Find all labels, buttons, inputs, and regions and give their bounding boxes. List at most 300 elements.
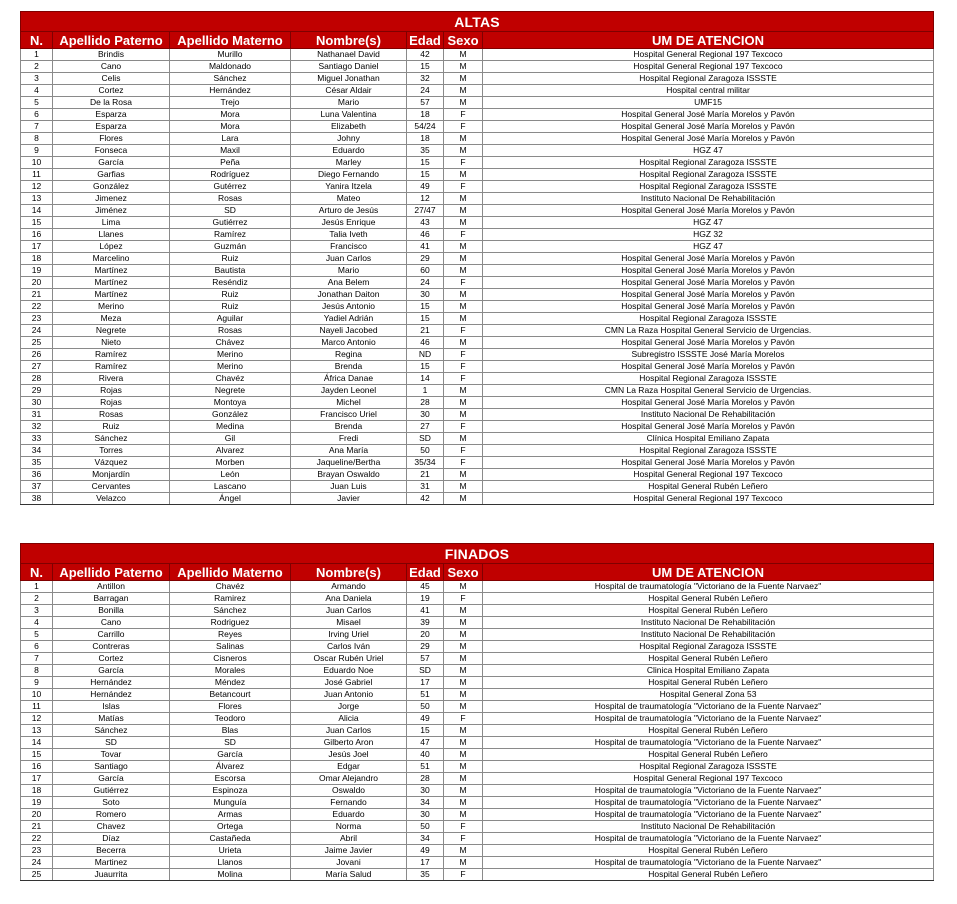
apellido-paterno-cell: Rosas xyxy=(53,409,170,421)
apellido-paterno-cell: SD xyxy=(53,737,170,749)
sexo-cell: M xyxy=(444,145,483,157)
apellido-materno-cell: Gutiérrez xyxy=(170,217,291,229)
table-row xyxy=(21,49,934,61)
table-row xyxy=(21,761,934,773)
nombres-cell: José Gabriel xyxy=(291,677,407,689)
apellido-paterno-cell: Carrillo xyxy=(53,629,170,641)
apellido-materno-cell: Gil xyxy=(170,433,291,445)
apellido-materno-cell: Urieta xyxy=(170,845,291,857)
apellido-paterno-cell: González xyxy=(53,181,170,193)
table-row xyxy=(21,157,934,169)
table-row xyxy=(21,797,934,809)
um-atencion-cell: Hospital Regional Zaragoza ISSSTE xyxy=(483,373,934,385)
nombres-cell: Jonathan Daiton xyxy=(291,289,407,301)
sexo-cell: F xyxy=(444,121,483,133)
um-atencion-cell: Hospital Regional Zaragoza ISSSTE xyxy=(483,169,934,181)
table-row xyxy=(21,61,934,73)
apellido-paterno-cell: Sánchez xyxy=(53,433,170,445)
apellido-paterno-cell: Contreras xyxy=(53,641,170,653)
edad-cell: 57 xyxy=(407,97,444,109)
apellido-materno-cell: Morales xyxy=(170,665,291,677)
row-number-cell: 10 xyxy=(21,689,53,701)
altas-body xyxy=(21,49,934,505)
apellido-paterno-cell: Brindis xyxy=(53,49,170,61)
edad-cell: 46 xyxy=(407,337,444,349)
um-atencion-cell: Instituto Nacional De Rehabilitación xyxy=(483,617,934,629)
apellido-paterno-cell: Martinez xyxy=(53,857,170,869)
edad-cell: 15 xyxy=(407,61,444,73)
edad-cell: 17 xyxy=(407,857,444,869)
nombres-cell: Mateo xyxy=(291,193,407,205)
apellido-paterno-cell: Cano xyxy=(53,61,170,73)
header-nombres: Nombre(s) xyxy=(291,32,407,49)
row-number-cell: 10 xyxy=(21,157,53,169)
table-row xyxy=(21,869,934,881)
row-number-cell: 21 xyxy=(21,821,53,833)
table-row xyxy=(21,641,934,653)
row-number-cell: 31 xyxy=(21,409,53,421)
nombres-cell: Luna Valentina xyxy=(291,109,407,121)
table-row xyxy=(21,409,934,421)
row-number-cell: 13 xyxy=(21,725,53,737)
um-atencion-cell: Hospital de traumatología "Victoriano de la Fuente Narvaez" xyxy=(483,857,934,869)
header-edad: Edad xyxy=(407,32,444,49)
row-number-cell: 5 xyxy=(21,97,53,109)
apellido-paterno-cell: Negrete xyxy=(53,325,170,337)
table-row xyxy=(21,217,934,229)
row-number-cell: 19 xyxy=(21,797,53,809)
edad-cell: 21 xyxy=(407,325,444,337)
row-number-cell: 20 xyxy=(21,277,53,289)
table-row xyxy=(21,701,934,713)
apellido-materno-cell: Reséndiz xyxy=(170,277,291,289)
apellido-paterno-cell: García xyxy=(53,157,170,169)
apellido-materno-cell: Rodríguez xyxy=(170,169,291,181)
row-number-cell: 9 xyxy=(21,677,53,689)
edad-cell: SD xyxy=(407,433,444,445)
sexo-cell: M xyxy=(444,241,483,253)
row-number-cell: 15 xyxy=(21,217,53,229)
row-number-cell: 5 xyxy=(21,629,53,641)
apellido-materno-cell: Ramirez xyxy=(170,593,291,605)
um-atencion-cell: HGZ 47 xyxy=(483,217,934,229)
row-number-cell: 18 xyxy=(21,253,53,265)
apellido-materno-cell: Mora xyxy=(170,121,291,133)
um-atencion-cell: Hospital General José María Morelos y Pavón xyxy=(483,277,934,289)
header-sexo: Sexo xyxy=(444,32,483,49)
row-number-cell: 20 xyxy=(21,809,53,821)
apellido-materno-cell: Ortega xyxy=(170,821,291,833)
table-row xyxy=(21,85,934,97)
apellido-materno-cell: Méndez xyxy=(170,677,291,689)
sexo-cell: F xyxy=(444,325,483,337)
edad-cell: 27 xyxy=(407,421,444,433)
apellido-materno-cell: Bautista xyxy=(170,265,291,277)
um-atencion-cell: Hospital General Rubén Leñero xyxy=(483,593,934,605)
table-row xyxy=(21,725,934,737)
sexo-cell: F xyxy=(444,277,483,289)
row-number-cell: 17 xyxy=(21,241,53,253)
table-row xyxy=(21,713,934,725)
sexo-cell: M xyxy=(444,605,483,617)
nombres-cell: Juan Carlos xyxy=(291,725,407,737)
table-row xyxy=(21,277,934,289)
sexo-cell: M xyxy=(444,397,483,409)
edad-cell: 51 xyxy=(407,761,444,773)
apellido-paterno-cell: Soto xyxy=(53,797,170,809)
nombres-cell: Gilberto Aron xyxy=(291,737,407,749)
row-number-cell: 1 xyxy=(21,49,53,61)
table-row xyxy=(21,229,934,241)
edad-cell: 30 xyxy=(407,809,444,821)
um-atencion-cell: Hospital General José María Morelos y Pavón xyxy=(483,361,934,373)
nombres-cell: Fredi xyxy=(291,433,407,445)
um-atencion-cell: Hospital General Rubén Leñero xyxy=(483,605,934,617)
apellido-paterno-cell: Martínez xyxy=(53,265,170,277)
apellido-materno-cell: Hernández xyxy=(170,85,291,97)
edad-cell: 19 xyxy=(407,593,444,605)
nombres-cell: Omar Alejandro xyxy=(291,773,407,785)
table-row xyxy=(21,145,934,157)
apellido-materno-cell: Negrete xyxy=(170,385,291,397)
edad-cell: 15 xyxy=(407,313,444,325)
table-row xyxy=(21,109,934,121)
table-row xyxy=(21,193,934,205)
row-number-cell: 32 xyxy=(21,421,53,433)
edad-cell: 57 xyxy=(407,653,444,665)
apellido-materno-cell: González xyxy=(170,409,291,421)
sexo-cell: F xyxy=(444,869,483,881)
apellido-materno-cell: SD xyxy=(170,205,291,217)
edad-cell: 51 xyxy=(407,689,444,701)
altas-title: ALTAS xyxy=(21,12,934,32)
apellido-paterno-cell: Chavez xyxy=(53,821,170,833)
table-row xyxy=(21,809,934,821)
nombres-cell: Jesús Enrique xyxy=(291,217,407,229)
edad-cell: 50 xyxy=(407,701,444,713)
apellido-paterno-cell: Ruiz xyxy=(53,421,170,433)
edad-cell: 30 xyxy=(407,289,444,301)
nombres-cell: Jayden Leonel xyxy=(291,385,407,397)
altas-table xyxy=(20,11,934,505)
apellido-materno-cell: Ruiz xyxy=(170,289,291,301)
table-row xyxy=(21,373,934,385)
um-atencion-cell: Hospital General José María Morelos y Pavón xyxy=(483,205,934,217)
um-atencion-cell: Hospital Regional Zaragoza ISSSTE xyxy=(483,641,934,653)
apellido-paterno-cell: Marcelino xyxy=(53,253,170,265)
um-atencion-cell: Hospital General Rubén Leñero xyxy=(483,869,934,881)
header-apellido-materno: Apellido Materno xyxy=(170,32,291,49)
table-row xyxy=(21,581,934,593)
nombres-cell: Jaqueline/Bertha xyxy=(291,457,407,469)
edad-cell: 35 xyxy=(407,869,444,881)
edad-cell: 28 xyxy=(407,397,444,409)
edad-cell: 46 xyxy=(407,229,444,241)
apellido-materno-cell: Armas xyxy=(170,809,291,821)
nombres-cell: Diego Fernando xyxy=(291,169,407,181)
header-number: N. xyxy=(21,32,53,49)
apellido-paterno-cell: Garfias xyxy=(53,169,170,181)
sexo-cell: M xyxy=(444,701,483,713)
finados-table xyxy=(20,543,934,881)
apellido-paterno-cell: Bonilla xyxy=(53,605,170,617)
nombres-cell: África Danae xyxy=(291,373,407,385)
row-number-cell: 8 xyxy=(21,133,53,145)
nombres-cell: Eduardo xyxy=(291,145,407,157)
um-atencion-cell: Hospital General Rubén Leñero xyxy=(483,481,934,493)
apellido-materno-cell: Alvarez xyxy=(170,445,291,457)
nombres-cell: Miguel Jonathan xyxy=(291,73,407,85)
row-number-cell: 38 xyxy=(21,493,53,505)
table-row xyxy=(21,205,934,217)
edad-cell: 15 xyxy=(407,725,444,737)
edad-cell: 30 xyxy=(407,409,444,421)
table-row xyxy=(21,313,934,325)
sexo-cell: M xyxy=(444,169,483,181)
apellido-materno-cell: Rosas xyxy=(170,193,291,205)
sexo-cell: M xyxy=(444,481,483,493)
table-row xyxy=(21,821,934,833)
apellido-materno-cell: Morben xyxy=(170,457,291,469)
um-atencion-cell: Hospital Regional Zaragoza ISSSTE xyxy=(483,313,934,325)
apellido-materno-cell: García xyxy=(170,749,291,761)
sexo-cell: F xyxy=(444,457,483,469)
edad-cell: 18 xyxy=(407,133,444,145)
apellido-materno-cell: Castañeda xyxy=(170,833,291,845)
apellido-materno-cell: Molina xyxy=(170,869,291,881)
sexo-cell: M xyxy=(444,49,483,61)
sexo-cell: M xyxy=(444,337,483,349)
apellido-materno-cell: Cisneros xyxy=(170,653,291,665)
nombres-cell: Nayeli Jacobed xyxy=(291,325,407,337)
edad-cell: 15 xyxy=(407,301,444,313)
edad-cell: 28 xyxy=(407,773,444,785)
sexo-cell: M xyxy=(444,653,483,665)
edad-cell: 35/34 xyxy=(407,457,444,469)
table-row xyxy=(21,181,934,193)
sexo-cell: F xyxy=(444,821,483,833)
um-atencion-cell: Hospital de traumatología "Victoriano de la Fuente Narvaez" xyxy=(483,701,934,713)
apellido-paterno-cell: Cervantes xyxy=(53,481,170,493)
apellido-paterno-cell: Matías xyxy=(53,713,170,725)
um-atencion-cell: HGZ 32 xyxy=(483,229,934,241)
nombres-cell: Juan Antonio xyxy=(291,689,407,701)
nombres-cell: Regina xyxy=(291,349,407,361)
sexo-cell: M xyxy=(444,61,483,73)
edad-cell: 14 xyxy=(407,373,444,385)
apellido-materno-cell: Merino xyxy=(170,349,291,361)
apellido-paterno-cell: Sánchez xyxy=(53,725,170,737)
apellido-materno-cell: Llanos xyxy=(170,857,291,869)
table-row xyxy=(21,433,934,445)
edad-cell: 15 xyxy=(407,361,444,373)
nombres-cell: Ana Daniela xyxy=(291,593,407,605)
sexo-cell: M xyxy=(444,797,483,809)
row-number-cell: 23 xyxy=(21,845,53,857)
nombres-cell: Ana Belem xyxy=(291,277,407,289)
table-row xyxy=(21,289,934,301)
apellido-materno-cell: Flores xyxy=(170,701,291,713)
edad-cell: 34 xyxy=(407,797,444,809)
nombres-cell: Eduardo xyxy=(291,809,407,821)
table-row xyxy=(21,605,934,617)
row-number-cell: 14 xyxy=(21,205,53,217)
edad-cell: 42 xyxy=(407,49,444,61)
table-row xyxy=(21,241,934,253)
edad-cell: 20 xyxy=(407,629,444,641)
um-atencion-cell: Clínica Hospital Emiliano Zapata xyxy=(483,433,934,445)
row-number-cell: 22 xyxy=(21,833,53,845)
edad-cell: 1 xyxy=(407,385,444,397)
um-atencion-cell: Hospital General José María Morelos y Pavón xyxy=(483,301,934,313)
row-number-cell: 2 xyxy=(21,593,53,605)
um-atencion-cell: HGZ 47 xyxy=(483,145,934,157)
nombres-cell: Nathanael David xyxy=(291,49,407,61)
row-number-cell: 23 xyxy=(21,313,53,325)
nombres-cell: Michel xyxy=(291,397,407,409)
row-number-cell: 37 xyxy=(21,481,53,493)
apellido-paterno-cell: Merino xyxy=(53,301,170,313)
apellido-paterno-cell: Meza xyxy=(53,313,170,325)
row-number-cell: 6 xyxy=(21,641,53,653)
um-atencion-cell: Hospital de traumatología "Victoriano de la Fuente Narvaez" xyxy=(483,713,934,725)
edad-cell: 31 xyxy=(407,481,444,493)
edad-cell: 27/47 xyxy=(407,205,444,217)
sexo-cell: F xyxy=(444,445,483,457)
row-number-cell: 18 xyxy=(21,785,53,797)
nombres-cell: Carlos Iván xyxy=(291,641,407,653)
header-um-atencion: UM DE ATENCION xyxy=(483,564,934,581)
edad-cell: 30 xyxy=(407,785,444,797)
apellido-paterno-cell: Vázquez xyxy=(53,457,170,469)
apellido-materno-cell: Ramírez xyxy=(170,229,291,241)
row-number-cell: 16 xyxy=(21,761,53,773)
apellido-materno-cell: Lascano xyxy=(170,481,291,493)
sexo-cell: F xyxy=(444,109,483,121)
apellido-paterno-cell: Ramírez xyxy=(53,349,170,361)
nombres-cell: Yanira Itzela xyxy=(291,181,407,193)
row-number-cell: 30 xyxy=(21,397,53,409)
table-row xyxy=(21,629,934,641)
um-atencion-cell: Hospital de traumatología "Victoriano de la Fuente Narvaez" xyxy=(483,797,934,809)
um-atencion-cell: Hospital General Regional 197 Texcoco xyxy=(483,773,934,785)
um-atencion-cell: Hospital General José María Morelos y Pavón xyxy=(483,253,934,265)
sexo-cell: M xyxy=(444,313,483,325)
apellido-materno-cell: Rosas xyxy=(170,325,291,337)
um-atencion-cell: Hospital General Regional 197 Texcoco xyxy=(483,61,934,73)
row-number-cell: 4 xyxy=(21,617,53,629)
sexo-cell: F xyxy=(444,713,483,725)
table-row xyxy=(21,845,934,857)
nombres-cell: Jorge xyxy=(291,701,407,713)
um-atencion-cell: Hospital de traumatología "Victoriano de la Fuente Narvaez" xyxy=(483,737,934,749)
um-atencion-cell: Hospital General José María Morelos y Pavón xyxy=(483,265,934,277)
apellido-paterno-cell: Martínez xyxy=(53,289,170,301)
row-number-cell: 4 xyxy=(21,85,53,97)
um-atencion-cell: Hospital de traumatología "Victoriano de la Fuente Narvaez" xyxy=(483,785,934,797)
apellido-paterno-cell: Nieto xyxy=(53,337,170,349)
table-row xyxy=(21,265,934,277)
row-number-cell: 3 xyxy=(21,605,53,617)
sexo-cell: M xyxy=(444,265,483,277)
um-atencion-cell: UMF15 xyxy=(483,97,934,109)
sexo-cell: M xyxy=(444,409,483,421)
row-number-cell: 25 xyxy=(21,869,53,881)
apellido-paterno-cell: Hernández xyxy=(53,689,170,701)
apellido-materno-cell: Montoya xyxy=(170,397,291,409)
row-number-cell: 1 xyxy=(21,581,53,593)
apellido-materno-cell: Maxil xyxy=(170,145,291,157)
nombres-cell: Fernando xyxy=(291,797,407,809)
nombres-cell: Ana María xyxy=(291,445,407,457)
sexo-cell: M xyxy=(444,809,483,821)
nombres-cell: Misael xyxy=(291,617,407,629)
table-row xyxy=(21,737,934,749)
row-number-cell: 8 xyxy=(21,665,53,677)
apellido-materno-cell: Ruiz xyxy=(170,253,291,265)
nombres-cell: Irving Uriel xyxy=(291,629,407,641)
um-atencion-cell: Hospital Regional Zaragoza ISSSTE xyxy=(483,157,934,169)
sexo-cell: M xyxy=(444,665,483,677)
row-number-cell: 11 xyxy=(21,701,53,713)
sexo-cell: M xyxy=(444,433,483,445)
nombres-cell: Brenda xyxy=(291,361,407,373)
table-row xyxy=(21,773,934,785)
apellido-paterno-cell: Rojas xyxy=(53,397,170,409)
nombres-cell: Juan Carlos xyxy=(291,605,407,617)
table-row xyxy=(21,385,934,397)
sexo-cell: M xyxy=(444,133,483,145)
row-number-cell: 24 xyxy=(21,325,53,337)
nombres-cell: Johny xyxy=(291,133,407,145)
sexo-cell: M xyxy=(444,85,483,97)
apellido-paterno-cell: Velazco xyxy=(53,493,170,505)
row-number-cell: 7 xyxy=(21,121,53,133)
edad-cell: 50 xyxy=(407,445,444,457)
nombres-cell: Alicia xyxy=(291,713,407,725)
table-row xyxy=(21,689,934,701)
um-atencion-cell: Hospital Regional Zaragoza ISSSTE xyxy=(483,181,934,193)
nombres-cell: Santiago Daniel xyxy=(291,61,407,73)
edad-cell: 12 xyxy=(407,193,444,205)
table-row xyxy=(21,445,934,457)
nombres-cell: Talia Iveth xyxy=(291,229,407,241)
finados-title: FINADOS xyxy=(21,544,934,564)
sexo-cell: F xyxy=(444,349,483,361)
row-number-cell: 21 xyxy=(21,289,53,301)
nombres-cell: Francisco Uriel xyxy=(291,409,407,421)
um-atencion-cell: Hospital Regional Zaragoza ISSSTE xyxy=(483,445,934,457)
um-atencion-cell: Instituto Nacional De Rehabilitación xyxy=(483,193,934,205)
table-row xyxy=(21,349,934,361)
um-atencion-cell: Hospital de traumatología "Victoriano de la Fuente Narvaez" xyxy=(483,833,934,845)
apellido-paterno-cell: Jiménez xyxy=(53,205,170,217)
table-row xyxy=(21,677,934,689)
header-apellido-materno: Apellido Materno xyxy=(170,564,291,581)
sexo-cell: M xyxy=(444,193,483,205)
apellido-paterno-cell: Islas xyxy=(53,701,170,713)
apellido-materno-cell: Trejo xyxy=(170,97,291,109)
sexo-cell: M xyxy=(444,689,483,701)
edad-cell: 15 xyxy=(407,169,444,181)
table-row xyxy=(21,325,934,337)
apellido-paterno-cell: Díaz xyxy=(53,833,170,845)
sexo-cell: M xyxy=(444,677,483,689)
table-row xyxy=(21,593,934,605)
apellido-materno-cell: Escorsa xyxy=(170,773,291,785)
um-atencion-cell: Hospital General José María Morelos y Pavón xyxy=(483,457,934,469)
apellido-paterno-cell: Ramírez xyxy=(53,361,170,373)
